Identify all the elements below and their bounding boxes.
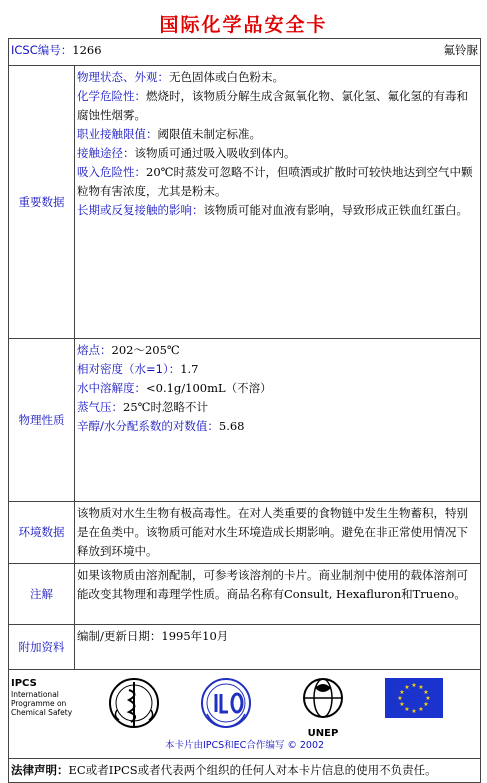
hazard-item: 物理状态、外观：无色固体或白色粉末。: [77, 70, 284, 84]
environment-text: 该物质对水生生物有极高毒性。在对人类重要的食物链中发生生物蓄积，特别是在鱼类中。该物质可能对水生环境造成长期影响。避免在非正常使用情况下释放到环境中。: [75, 502, 481, 564]
hazards-content: [75, 66, 481, 339]
physical-label: 物理性质: [9, 339, 75, 502]
additional-label: 附加资料: [9, 625, 75, 670]
physical-item: 水中溶解度：<0.1g/100mL（不溶）: [77, 381, 272, 395]
svg-text:★: ★: [399, 689, 405, 696]
chemical-name: 氟铃脲: [443, 43, 479, 57]
header-row: [9, 39, 481, 66]
physical-item: 蒸气压：25℃时忽略不计: [77, 400, 208, 414]
physical-content: [75, 339, 481, 502]
icsc-label: ICSC编号：: [11, 43, 73, 57]
hazard-item: 长期或反复接触的影响：该物质可能对血液有影响，导致形成正铁血红蛋白。: [77, 203, 468, 217]
hazards-label: 重要数据: [9, 66, 75, 339]
ipcs-title: IPCS: [11, 678, 37, 689]
credit-line: 本卡片由IPCS和EC合作编写 © 2002: [164, 740, 325, 751]
hazards-row: [9, 66, 481, 339]
svg-text:★: ★: [404, 684, 410, 691]
unep-globe-icon: [301, 676, 345, 720]
eu-flag-icon: [385, 678, 443, 718]
svg-text:★: ★: [418, 706, 424, 713]
svg-text:★: ★: [399, 701, 405, 708]
svg-text:★: ★: [411, 682, 417, 689]
ilo-logo-icon: [199, 676, 253, 730]
additional-row: [9, 625, 481, 670]
ipcs-logo: IPCS International Programme on Chemical Safety: [11, 678, 73, 717]
footer-logos-row: [9, 670, 481, 759]
notes-label: 注解: [9, 564, 75, 625]
icsc-card-table: [8, 38, 481, 783]
unep-logo: [293, 676, 353, 743]
svg-text:★: ★: [404, 706, 410, 713]
svg-text:★: ★: [423, 689, 429, 696]
hazard-item: 吸入危险性：20℃时蒸发可忽略不计，但喷洒或扩散时可较快地达到空气中颗粒物有害浓度，尤其是粉末。: [77, 165, 473, 198]
legal-row: [9, 759, 481, 783]
svg-text:★: ★: [425, 695, 431, 702]
svg-text:★: ★: [418, 684, 424, 691]
svg-text:★: ★: [423, 701, 429, 708]
svg-text:★: ★: [411, 708, 417, 715]
legal-text: EC或者IPCS或者代表两个组织的任何人对本卡片信息的使用不负责任。: [68, 763, 437, 777]
legal-label: 法律声明：: [11, 763, 69, 777]
physical-item: 相对密度（水=1）：1.7: [77, 362, 199, 376]
physical-item: 熔点：202～205℃: [77, 343, 180, 357]
additional-text: 编制/更新日期：1995年10月: [75, 625, 481, 670]
icsc-number: 1266: [72, 43, 102, 57]
who-logo-icon: [107, 676, 161, 730]
environment-row: [9, 502, 481, 564]
hazard-item: 接触途径：该物质可通过吸入吸收到体内。: [77, 146, 296, 160]
hazard-item: 化学危险性：燃烧时，该物质分解生成含氮氧化物、氯化氢、氟化氢的有毒和腐蚀性烟雾。: [77, 89, 468, 122]
unep-label: UNEP: [307, 728, 339, 739]
svg-text:★: ★: [397, 695, 403, 702]
notes-text: 如果该物质由溶剂配制，可参考该溶剂的卡片。商业制剂中使用的载体溶剂可能改变其物理和毒理学性质。商品名称有Consult, Hexafluron和Trueno。: [75, 564, 481, 625]
notes-row: [9, 564, 481, 625]
hazard-item: 职业接触限值：阈限值未制定标准。: [77, 127, 261, 141]
physical-item: 辛醇/水分配系数的对数值：5.68: [77, 419, 245, 433]
environment-label: 环境数据: [9, 502, 75, 564]
physical-row: [9, 339, 481, 502]
card-title: 国际化学品安全卡: [159, 14, 328, 36]
logos-area: [9, 670, 480, 758]
